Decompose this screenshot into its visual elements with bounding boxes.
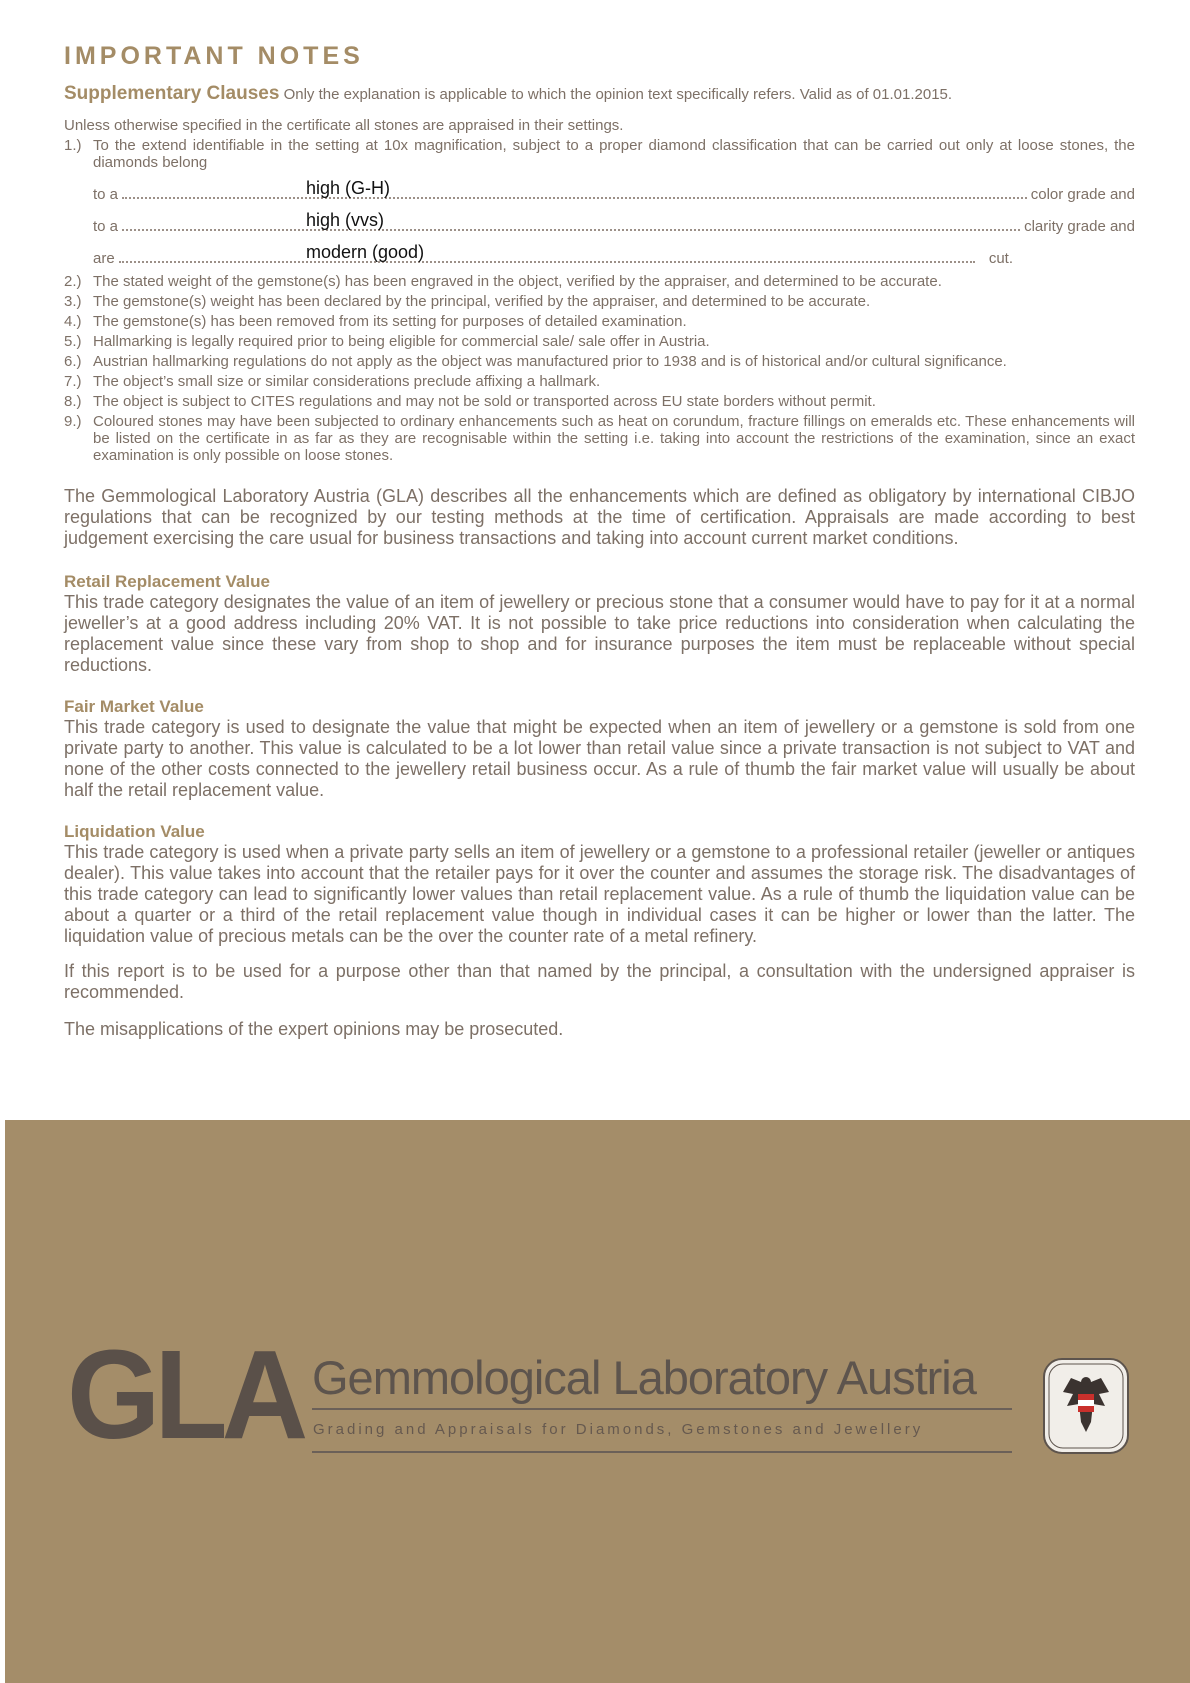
note-item: [64, 293, 1135, 310]
item-number: 7.): [64, 373, 82, 390]
line-suffix: cut.: [988, 250, 1013, 267]
section-title: Liquidation Value: [64, 822, 205, 841]
tagline: Grading and Appraisals for Diamonds, Gemstones and Jewellery: [313, 1421, 924, 1438]
color-grade-line: [93, 171, 1135, 203]
dotted-leader: [122, 229, 1020, 231]
item-number: 9.): [64, 413, 82, 430]
item-text: Hallmarking is legally required prior to being eligible for commercial sale/ sale offer in Austria.: [93, 333, 710, 350]
divider: [312, 1408, 1012, 1410]
item-text: The stated weight of the gemstone(s) has been engraved in the object, verified by the appraiser, and determined to be accurate.: [93, 273, 942, 290]
page-title: IMPORTANT NOTES: [64, 42, 364, 70]
clarity-grade-value: high (vvs): [306, 210, 385, 230]
gla-paragraph: The Gemmological Laboratory Austria (GLA) describes all the enhancements which are defined as obligatory by international CIBJO regulations that can be recognized by our testing methods at the time of certification. Appraisals are made according to best judgement exercising the care usual for business transactions and taking into account current market conditions.: [64, 486, 1135, 548]
dotted-leader: [122, 197, 1027, 199]
note-item: [64, 413, 1135, 464]
section-title: Fair Market Value: [64, 697, 204, 716]
divider: [312, 1451, 1012, 1453]
gla-logo: GLA: [67, 1324, 303, 1466]
note-item: [64, 273, 1135, 290]
item-number: 5.): [64, 333, 82, 350]
cut-grade-value: modern (good): [306, 242, 425, 262]
item-number: 4.): [64, 313, 82, 330]
section-title: Retail Replacement Value: [64, 572, 270, 591]
supplementary-title: Supplementary Clauses: [64, 83, 280, 104]
line-suffix: clarity grade and: [1024, 218, 1135, 235]
item-text: The gemstone(s) weight has been declared by the principal, verified by the appraiser, and determined to be accurate.: [93, 293, 871, 310]
line-label: are: [93, 250, 115, 267]
notes-content: [64, 40, 1135, 1040]
section-text: This trade category designates the value of an item of jewellery or precious stone that a consumer would have to pay for it at a normal jeweller’s at a good address including 20% VAT. It is not possible to take price reductions into consideration when calculating the replacement value since these vary from shop to shop and for insurance purposes the item must be replaceable without special reductions.: [64, 592, 1135, 675]
section-retail: [64, 571, 1135, 676]
supplementary-text: Only the explanation is applicable to which the opinion text specifically refers. Valid as of 01.01.2015.: [283, 86, 953, 103]
line-label: to a: [93, 186, 119, 203]
section-text: This trade category is used when a private party sells an item of jewellery or a gemstone to a professional retailer (jeweller or antiques dealer). This value takes into account that the retailer pays for it over the counter and assumes the storage risk. The disadvantages of this trade category can lead to significantly lower values than retail replacement value. As a rule of thumb the liquidation value can be about a quarter or a third of the retail replacement value though in individual cases it can be higher or lower than the latter. The liquidation value of precious metals can be the over the counter rate of a metal refinery.: [64, 842, 1135, 946]
note-item: [64, 333, 1135, 350]
item-number: 6.): [64, 353, 82, 370]
item-text: To the extend identifiable in the setting at 10x magnification, subject to a proper diamond classification that can be carried out only at loose stones, the diamonds belong: [93, 137, 1135, 171]
dotted-leader: [119, 261, 975, 263]
closing-consultation: If this report is to be used for a purpose other than that named by the principal, a consultation with the undersigned appraiser is recommended.: [64, 961, 1135, 1002]
notes-list: [64, 273, 1135, 464]
note-item-1: [64, 137, 1135, 267]
item-number: 8.): [64, 393, 82, 410]
intro-text: Unless otherwise specified in the certificate all stones are appraised in their settings.: [64, 117, 624, 134]
item-text: Coloured stones may have been subjected to ordinary enhancements such as heat on corundum, fracture fillings on emeralds etc. These enhancements will be listed on the certificate in as far as they are recognisable within the setting i.e. taking into account the restrictions of the examination, since an exact examination is only possible on loose stones.: [93, 413, 1135, 464]
item-number: 3.): [64, 293, 82, 310]
line-suffix: color grade and: [1030, 186, 1135, 203]
note-item: [64, 373, 1135, 390]
color-grade-value: high (G-H): [306, 178, 391, 198]
state-award-seal-icon: [1041, 1356, 1131, 1456]
item-number: 1.): [64, 137, 82, 154]
note-item: [64, 393, 1135, 410]
supplementary-clauses: [64, 82, 1135, 107]
item-text: The object is subject to CITES regulations and may not be sold or transported across EU state borders without permit.: [93, 393, 876, 410]
note-item: [64, 313, 1135, 330]
cut-grade-line: [93, 235, 1135, 267]
item-text: Austrian hallmarking regulations do not apply as the object was manufactured prior to 1938 and is of historical and/or cultural significance.: [93, 353, 1007, 370]
closing-prosecution: The misapplications of the expert opinions may be prosecuted.: [64, 1019, 564, 1039]
item-text: The object’s small size or similar considerations preclude affixing a hallmark.: [93, 373, 601, 390]
section-text: This trade category is used to designate the value that might be expected when an item of jewellery or a gemstone is sold from one private party to another. This value is calculated to be a lot lower than retail value since a private transaction is not subject to VAT and none of the other costs connected to the jewellery retail business occur. As a rule of thumb the fair market value will usually be about half the retail replacement value.: [64, 717, 1135, 800]
section-fair-market: [64, 696, 1135, 801]
item-number: 2.): [64, 273, 82, 290]
note-item: [64, 353, 1135, 370]
clarity-grade-line: [93, 203, 1135, 235]
section-liquidation: [64, 821, 1135, 947]
item-text: The gemstone(s) has been removed from its setting for purposes of detailed examination.: [93, 313, 687, 330]
line-label: to a: [93, 218, 119, 235]
lab-name: Gemmological Laboratory Austria: [312, 1351, 976, 1404]
footer-band: [5, 1120, 1190, 1683]
